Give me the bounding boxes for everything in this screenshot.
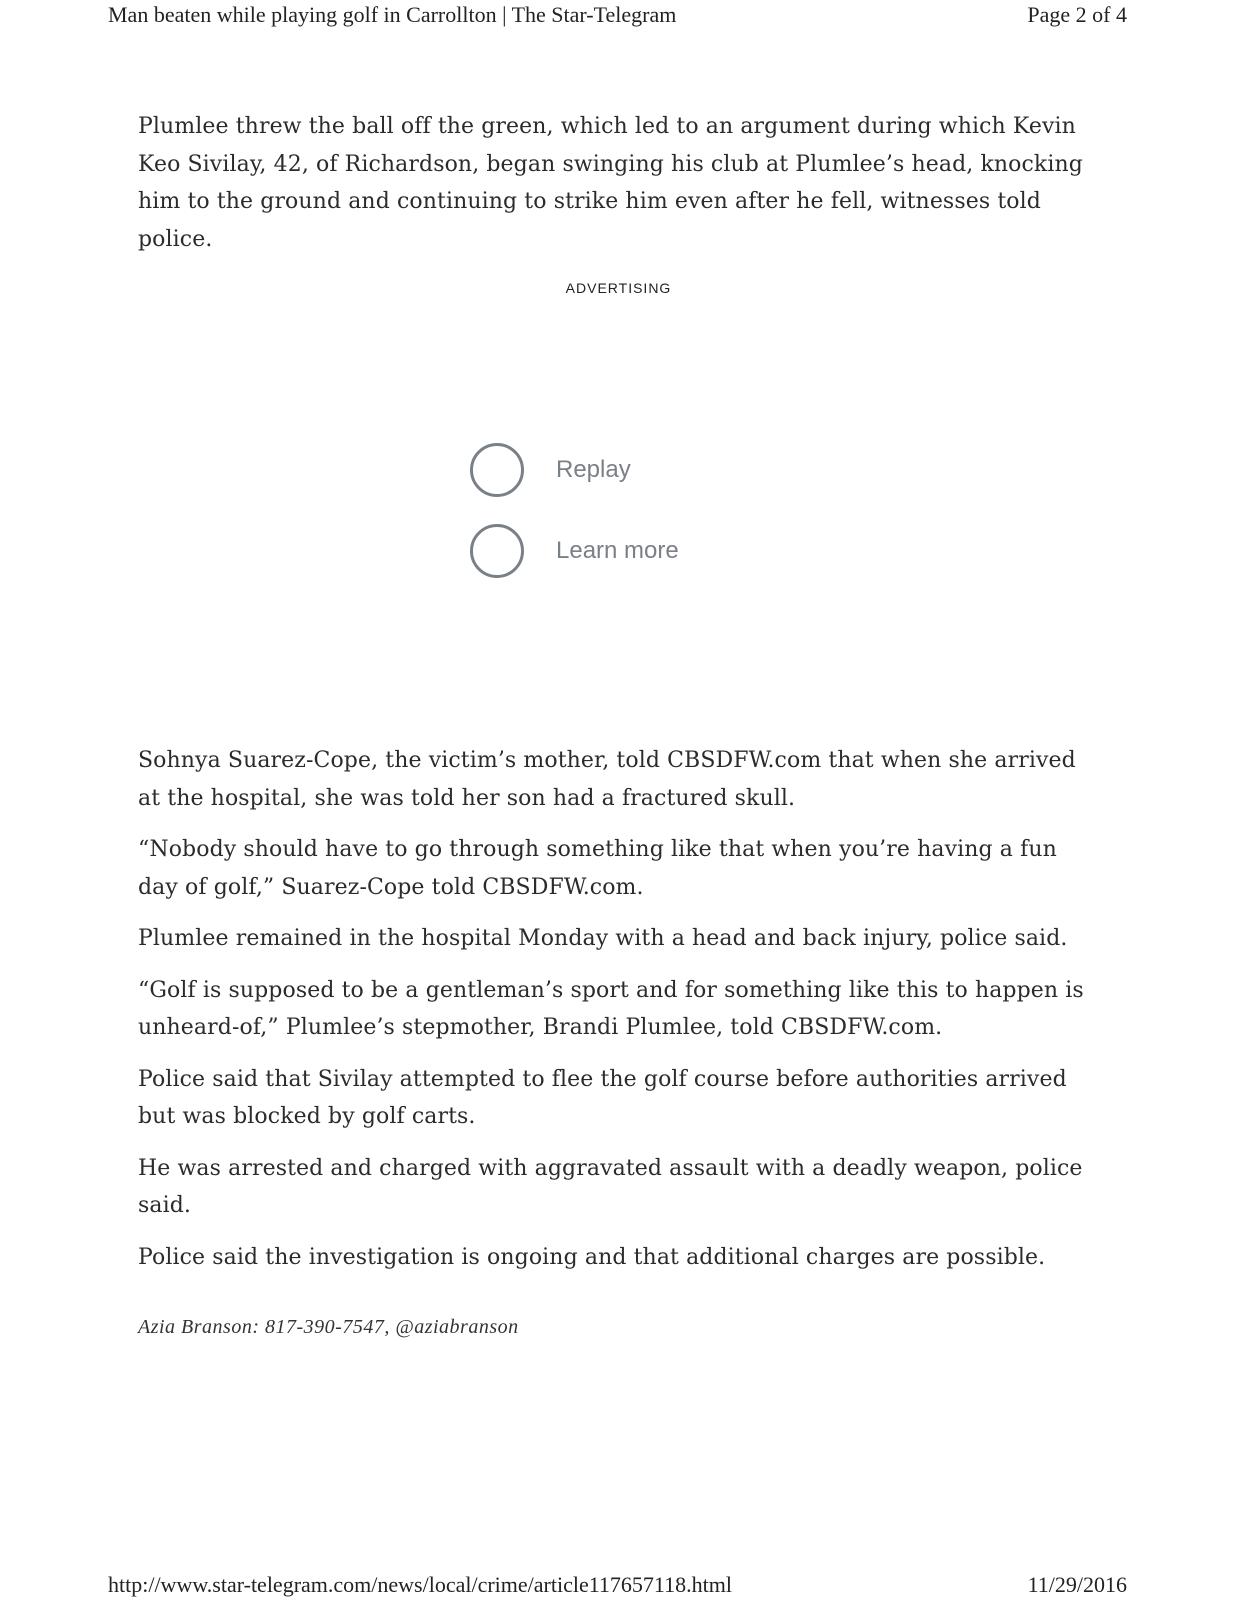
replay-circle-icon[interactable] [470, 443, 524, 497]
article-paragraph: Police said the investigation is ongoing and that additional charges are possible. [138, 1244, 1046, 1270]
ad-replay-button[interactable] [470, 440, 679, 500]
article-paragraph: Plumlee remained in the hospital Monday with a head and back injury, police said. [138, 926, 1068, 951]
article-paragraph: Sohnya Suarez-Cope, the victim’s mother, told CBSDFW.com that when she arrived at the hospital, she was told her son had a fractured skull. [138, 748, 1076, 811]
print-header [108, 2, 1127, 28]
page-number: Page 2 of 4 [1027, 2, 1127, 27]
article-paragraph: “Golf is supposed to be a gentleman’s sport and for something like this to happen is unheard-of,” Plumlee’s stepmother, Brandi Plumlee, told CBSDFW.com. [138, 977, 1084, 1040]
article-paragraph: He was arrested and charged with aggravated assault with a deadly weapon, police said. [138, 1155, 1083, 1218]
article-paragraph: Police said that Sivilay attempted to flee the golf course before authorities arrived but was blocked by golf carts. [138, 1066, 1067, 1129]
learn-more-circle-icon[interactable] [470, 524, 524, 578]
replay-label[interactable]: Replay [556, 456, 631, 483]
author-byline: Azia Branson: 817-390-7547, @aziabranson [138, 1316, 519, 1338]
advertising-label: ADVERTISING [565, 280, 672, 296]
page-url: http://www.star-telegram.com/news/local/crime/article117657118.html [108, 1572, 732, 1597]
page-title: Man beaten while playing golf in Carrollton | The Star-Telegram [108, 2, 677, 27]
learn-more-label[interactable]: Learn more [556, 537, 679, 564]
article-body-top [138, 108, 1098, 272]
article-paragraph: “Nobody should have to go through something like that when you’re having a fun day of golf,” Suarez-Cope told CBSDFW.com. [138, 837, 1057, 900]
print-date: 11/29/2016 [1027, 1572, 1127, 1597]
print-footer [108, 1572, 1127, 1598]
article-body-bottom [138, 742, 1098, 1290]
ad-learn-more-button[interactable] [470, 521, 679, 581]
ad-video-endcard [470, 440, 679, 602]
article-paragraph: Plumlee threw the ball off the green, which led to an argument during which Kevin Keo Sivilay, 42, of Richardson, began swinging his club at Plumlee’s head, knocking him to the ground and continuing to strike him even after he fell, witnesses told police. [138, 114, 1083, 252]
